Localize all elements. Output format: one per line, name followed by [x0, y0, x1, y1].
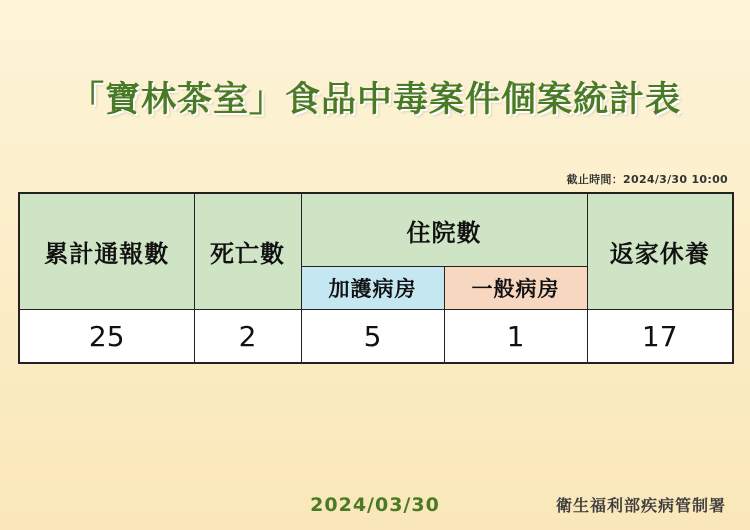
footer-organization: 衛生福利部疾病管制署: [555, 496, 726, 515]
page-title: 「寶林茶室」食品中毒案件個案統計表: [68, 80, 681, 120]
footer-date: 2024/03/30: [310, 494, 440, 516]
header-reported: 累計通報數: [19, 193, 194, 310]
value-general-ward: 1: [444, 310, 587, 364]
header-discharged: 返家休養: [587, 193, 733, 310]
table-value-row: [19, 310, 733, 364]
value-reported: 25: [19, 310, 194, 364]
value-icu: 5: [301, 310, 444, 364]
statistics-table: [18, 192, 734, 364]
value-discharged: 17: [587, 310, 733, 364]
header-hospitalized: 住院數: [301, 193, 587, 267]
subheader-icu: 加護病房: [301, 267, 444, 310]
value-deaths: 2: [194, 310, 301, 364]
cutoff-timestamp: 截止時間：2024/3/30 10:00: [566, 173, 728, 186]
header-deaths: 死亡數: [194, 193, 301, 310]
subheader-general-ward: 一般病房: [444, 267, 587, 310]
table-header-row: [19, 193, 733, 267]
